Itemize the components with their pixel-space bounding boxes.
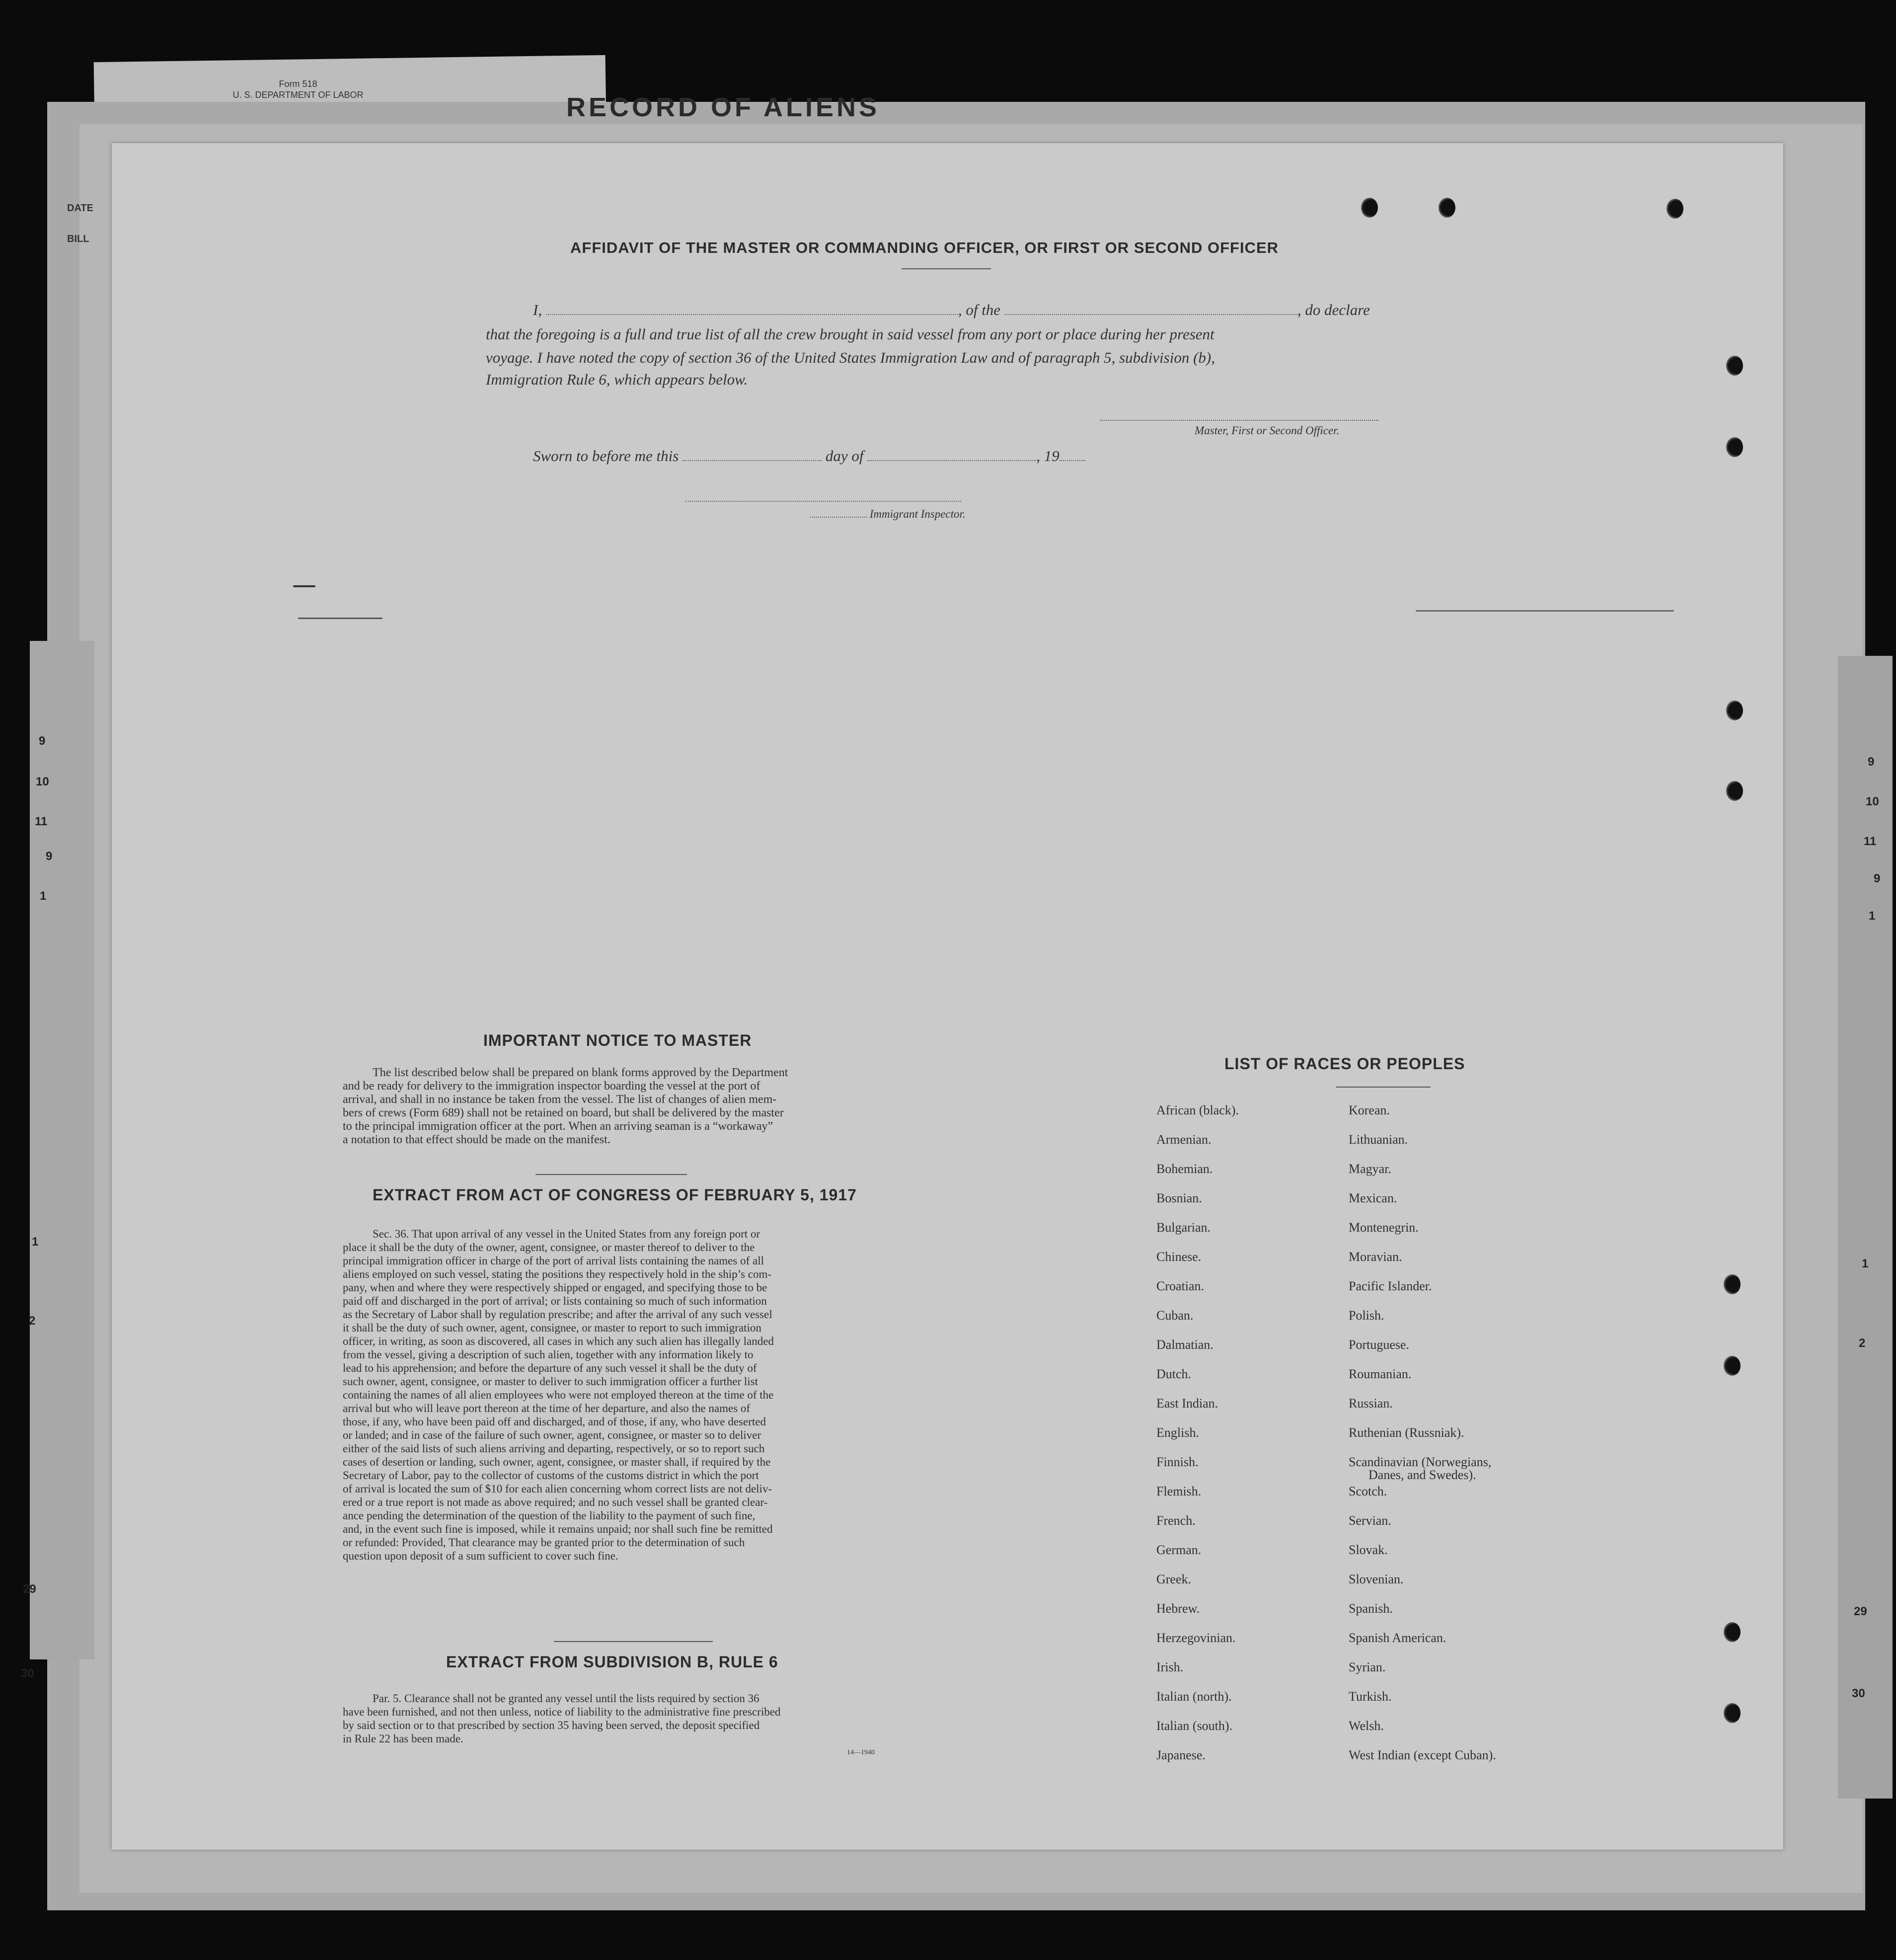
act-line: question upon deposit of a sum sufficient to cover such fine. [343,1550,618,1562]
race-item: Italian (north). [1156,1689,1232,1704]
punch-hole [1439,198,1455,218]
punch-hole [1724,1356,1741,1376]
race-item: Irish. [1156,1660,1184,1674]
race-item: Servian. [1349,1513,1391,1528]
notice-title: IMPORTANT NOTICE TO MASTER [483,1031,752,1049]
left-edge-number: 9 [39,734,46,748]
ink-smudge [298,618,382,619]
races-title: LIST OF RACES OR PEOPLES [1224,1055,1465,1073]
race-item: Bulgarian. [1156,1220,1211,1235]
race-item: Polish. [1349,1308,1384,1323]
act-line: paid off and discharged in the port of arrival; or lists containing so much of such information [343,1295,767,1307]
right-edge-sheet [1838,656,1893,1799]
race-item: Montenegrin. [1349,1220,1419,1235]
notice-line: and be ready for delivery to the immigration inspector boarding the vessel at the port of [343,1080,760,1093]
race-item: Mexican. [1349,1191,1397,1205]
form-sheet [112,143,1783,1850]
affidavit-do-declare: , do declare [1297,301,1370,318]
extract-rule-title: EXTRACT FROM SUBDIVISION B, RULE 6 [446,1653,778,1671]
inspector-label: Immigrant Inspector. [869,508,966,520]
notice-line: bers of crews (Form 689) shall not be retained on board, but shall be delivered by the master [343,1106,784,1119]
notice-text [343,1066,899,1147]
act-line: officer, in writing, as soon as discovered, all cases in which any such alien has illegally landed [343,1335,774,1347]
extract-act-text [343,1227,899,1563]
name-blank [546,314,958,315]
act-line: of arrival is located the sum of $10 for each alien concerning whom correct lists are not deliv- [343,1483,772,1495]
inspector-blank [810,517,867,518]
punch-hole [1361,198,1378,218]
notice-line: a notation to that effect should be made on the manifest. [343,1133,610,1146]
right-edge-number: 1 [1869,909,1876,923]
race-item: Bohemian. [1156,1162,1213,1176]
race-item: French. [1156,1513,1196,1528]
act-line: pany, when and where they were respectively shipped or engaged, and specifying those to be [343,1281,767,1294]
race-item: Scandinavian (Norwegians, [1349,1455,1492,1469]
right-edge-number: 2 [1859,1336,1866,1350]
race-item: Lithuanian. [1349,1132,1408,1147]
act-line: those, if any, who have been paid off and discharged, and of those, if any, who have deserted [343,1415,766,1428]
race-item: Russian. [1349,1396,1393,1411]
race-item: Portuguese. [1349,1337,1410,1352]
act-line: ance pending the determination of the question of the liability to the payment of such fine, [343,1509,756,1522]
act-line: cases of desertion or landing, such owner, agent, consignee, or master shall, if required by the [343,1456,771,1468]
race-item: English. [1156,1425,1199,1440]
race-item: Herzegovinian. [1156,1631,1236,1645]
act-line: ered or a true report is not made as above required; and no such vessel shall be granted clear- [343,1496,768,1508]
race-item: Scotch. [1349,1484,1387,1498]
print-code: 14—1940 [847,1749,875,1756]
act-line: aliens employed on such vessel, stating the positions they respectively hold in the ship’s com- [343,1268,771,1280]
right-edge-number: 11 [1864,835,1877,848]
title-rule [902,268,991,269]
race-item: Hebrew. [1156,1601,1200,1616]
races-rule [1336,1087,1431,1088]
race-item: Dutch. [1156,1367,1192,1381]
race-item: African (black). [1156,1103,1239,1117]
act-line: either of the said lists of such aliens arriving and departing, respectively, or so to report such [343,1442,765,1455]
ink-smudge [1416,610,1674,612]
punch-hole [1726,437,1743,457]
department-name: U. S. DEPARTMENT OF LABOR [232,90,364,100]
notice-line: The list described below shall be prepared on blank forms approved by the Department [373,1066,788,1079]
punch-hole [1726,701,1743,720]
left-edge-sheet [30,641,94,1659]
race-item: Slovak. [1349,1543,1388,1557]
act-line: or landed; and in case of the failure of such owner, agent, consignee, or master so to deliver [343,1429,761,1441]
right-edge-number: 30 [1852,1687,1865,1700]
affidavit-line2: that the foregoing is a full and true list of all the crew brought in said vessel from any port or place during her present [486,325,1214,343]
punch-hole [1724,1703,1741,1723]
punch-hole [1667,199,1683,219]
left-edge-number: 29 [23,1582,36,1596]
notice-rule [535,1174,687,1175]
ink-smudge [293,585,315,587]
punch-hole [1726,781,1743,801]
race-item: Italian (south). [1156,1719,1233,1733]
race-item: Finnish. [1156,1455,1199,1469]
rule-line: have been furnished, and not then unless, notice of liability to the administrative fine prescribed [343,1706,781,1718]
race-item: Japanese. [1156,1748,1206,1762]
affidavit-title: AFFIDAVIT OF THE MASTER OR COMMANDING OFFICER, OR FIRST OR SECOND OFFICER [570,239,1279,256]
race-item: Spanish American. [1349,1631,1446,1645]
extract-rule-text [343,1692,899,1745]
race-item: Syrian. [1349,1660,1386,1674]
act-line: such owner, agent, consignee, or master to deliver to such immigration officer a further list [343,1375,758,1388]
act-line: arrival but who will leave port thereon at the time of her departure, and also the names of [343,1402,751,1414]
act-line: it shall be the duty of such owner, agent, consignee, or master to report to such immigration [343,1322,761,1334]
race-item: Dalmatian. [1156,1337,1213,1352]
form-header [199,78,397,100]
form-number: Form 518 [279,79,317,89]
act-line: lead to his apprehension; and before the departure of any such vessel it shall be the duty of [343,1362,757,1374]
act-rule [554,1641,713,1642]
act-line: Sec. 36. That upon arrival of any vessel in the United States from any foreign port or [373,1228,760,1240]
left-edge-number: 2 [29,1314,36,1328]
race-item: Welsh. [1349,1719,1384,1733]
race-item: Chinese. [1156,1250,1202,1264]
sworn-line [533,447,1085,465]
edge-label-date: DATE [67,203,93,214]
right-edge-number: 1 [1862,1257,1869,1270]
vessel-blank [1004,314,1297,315]
race-item: West Indian (except Cuban). [1349,1748,1496,1762]
year-prefix: , 19 [1036,447,1060,465]
rule-line: in Rule 22 has been made. [343,1732,463,1745]
left-edge-number: 30 [21,1667,34,1680]
month-blank [867,460,1036,461]
race-item: Roumanian. [1349,1367,1412,1381]
race-item: Armenian. [1156,1132,1212,1147]
punch-hole [1726,356,1743,376]
race-item: Flemish. [1156,1484,1202,1498]
punch-hole [1724,1274,1741,1294]
edge-label-bill: BILL [67,234,89,244]
act-line: and, in the event such fine is imposed, while it remains unpaid; nor shall such fine be remitted [343,1523,773,1535]
extract-act-title: EXTRACT FROM ACT OF CONGRESS OF FEBRUARY 5, 1917 [373,1186,857,1204]
race-item: Moravian. [1349,1250,1402,1264]
race-item: Magyar. [1349,1162,1391,1176]
left-edge-number: 1 [32,1235,39,1249]
race-item: East Indian. [1156,1396,1218,1411]
act-line: principal immigration officer in charge of the port of arrival lists containing the names of all [343,1254,764,1267]
race-item: Pacific Islander. [1349,1279,1432,1293]
race-item: Korean. [1349,1103,1390,1117]
record-title-fragment: RECORD OF ALIENS [566,92,880,122]
notice-line: arrival, and shall in no instance be taken from the vessel. The list of changes of alien mem- [343,1093,777,1106]
act-line: Secretary of Labor, pay to the collector of customs of the customs district in which the port [343,1469,759,1482]
act-line: containing the names of all alien employees who were not employed thereon at the time of the [343,1389,774,1401]
race-item-continuation: Danes, and Swedes). [1368,1468,1476,1482]
day-of-text: day of [825,447,864,465]
act-line: from the vessel, giving a description of such alien, together with any information likely to [343,1348,754,1361]
inspector-label-row [810,508,966,521]
year-blank [1060,460,1085,461]
affidavit-i: I, [533,301,542,318]
punch-hole [1724,1622,1741,1642]
left-edge-number: 9 [46,850,53,863]
rule-line: by said section or to that prescribed by section 35 having been served, the deposit specified [343,1719,760,1731]
right-edge-number: 9 [1874,872,1881,885]
affidavit-line1 [533,301,1370,319]
race-item: Ruthenian (Russniak). [1349,1425,1464,1440]
act-line: as the Secretary of Labor shall by regulation prescribe; and after the arrival of any such vessel [343,1308,772,1321]
rule-line: Par. 5. Clearance shall not be granted any vessel until the lists required by section 36 [373,1692,759,1705]
act-line: place it shall be the duty of the owner, agent, consignee, or master thereof to deliver to the [343,1241,755,1254]
sworn-text: Sworn to before me this [533,447,679,465]
day-blank [683,460,822,461]
race-item: Spanish. [1349,1601,1393,1616]
left-edge-number: 11 [35,815,48,828]
race-item: Cuban. [1156,1308,1194,1323]
notice-line: to the principal immigration officer at the port. When an arriving seaman is a “workaway” [343,1120,773,1133]
right-edge-number: 29 [1854,1605,1867,1618]
race-item: Croatian. [1156,1279,1205,1293]
affidavit-line4: Immigration Rule 6, which appears below. [486,371,748,388]
inspector-line [685,501,961,502]
affidavit-line3: voyage. I have noted the copy of section 36 of the United States Immigration Law and of paragraph 5, subdivision (b), [486,349,1215,366]
race-item: Slovenian. [1349,1572,1404,1586]
right-edge-number: 10 [1866,795,1879,808]
signature-line [1100,420,1378,421]
race-item: Turkish. [1349,1689,1392,1704]
left-edge-number: 1 [40,889,47,903]
race-item: Greek. [1156,1572,1192,1586]
affidavit-of-the: , of the [958,301,1001,318]
race-item: German. [1156,1543,1202,1557]
signature-label: Master, First or Second Officer. [1195,424,1340,437]
left-edge-number: 10 [36,775,49,788]
act-line: or refunded: Provided, That clearance may be granted prior to the determination of such [343,1536,745,1549]
race-item: Bosnian. [1156,1191,1202,1205]
right-edge-number: 9 [1868,755,1875,769]
